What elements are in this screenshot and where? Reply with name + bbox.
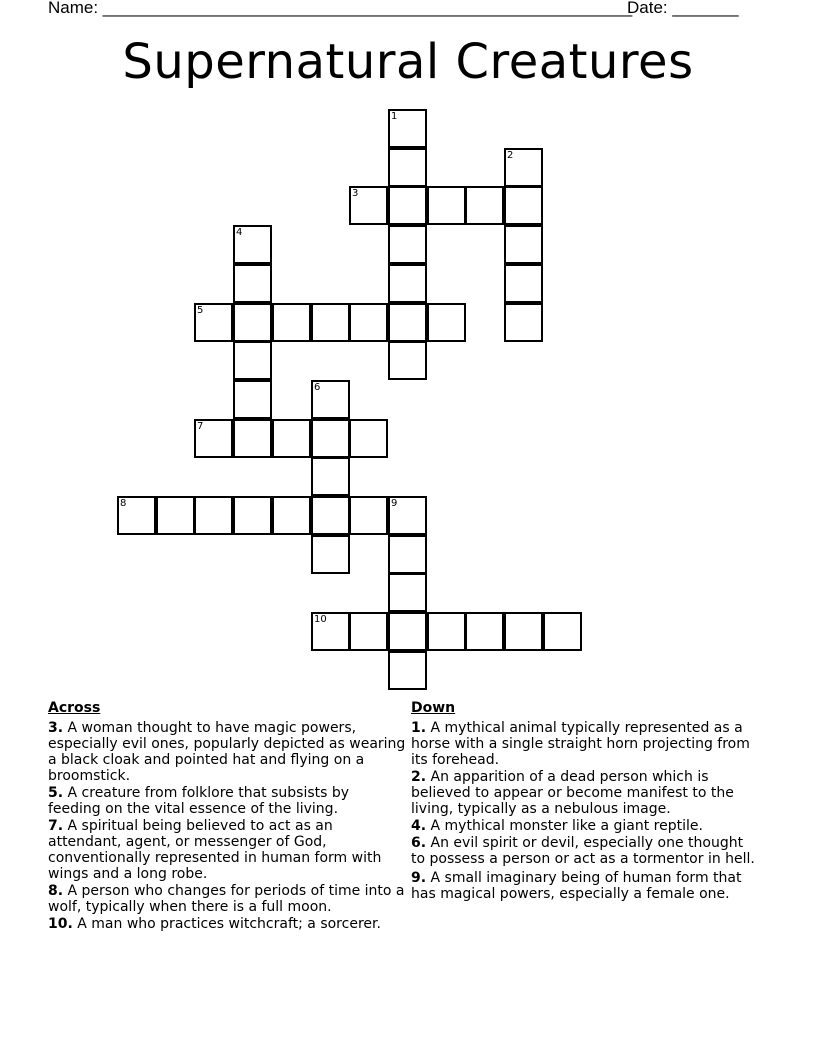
grid-cell[interactable] [117,496,156,535]
clue-across-10 [48,916,406,932]
cell-number: 1 [391,111,398,122]
grid-cell[interactable] [233,341,272,380]
clue-text: A small imaginary being of human form that has magical powers, especially a female one. [411,870,742,902]
clue-text: An apparition of a dead person which is believed to appear or become manifest to the living, typically as a nebulous image. [411,769,734,817]
grid-cell[interactable] [388,612,427,651]
clue-number: 3. [48,720,64,736]
clue-number: 7. [48,818,64,834]
clue-down-4 [411,818,761,834]
grid-cell[interactable] [311,535,350,574]
grid-cell[interactable] [388,148,427,187]
grid-cell[interactable] [504,303,543,342]
grid-cell[interactable] [233,264,272,303]
grid-cell[interactable] [311,457,350,496]
clue-text: A mythical animal typically represented as a horse with a single straight horn projecting from its forehead. [411,720,750,768]
grid-cell[interactable] [465,186,504,225]
grid-cell[interactable] [427,186,466,225]
clue-down-6 [411,835,761,867]
clue-down-1 [411,720,761,768]
grid-cell[interactable] [504,186,543,225]
cell-number: 7 [197,421,204,432]
grid-cell[interactable] [388,264,427,303]
grid-cell[interactable] [349,612,388,651]
clue-across-7 [48,818,406,882]
page-title: Supernatural Creatures [122,34,694,90]
clue-across-8 [48,883,406,915]
across-heading: Across [48,700,101,716]
cell-number: 8 [120,498,127,509]
grid-cell[interactable] [427,303,466,342]
grid-cell[interactable] [233,303,272,342]
clue-text: A person who changes for periods of time into a wolf, typically when there is a full moon. [48,883,405,915]
clue-number: 6. [411,835,427,851]
grid-cell[interactable] [233,380,272,419]
grid-cell[interactable] [388,341,427,380]
clue-number: 2. [411,769,427,785]
clue-text: A woman thought to have magic powers, especially evil ones, popularly depicted as wearing a black cloak and pointed hat and flying on a broomstick. [48,720,406,784]
grid-cell[interactable] [156,496,195,535]
clue-number: 8. [48,883,64,899]
clue-text: A creature from folklore that subsists by feeding on the vital essence of the living. [48,785,350,817]
grid-cell[interactable] [388,186,427,225]
grid-cell[interactable] [349,419,388,458]
clue-number: 9. [411,870,427,886]
across-clues [48,700,406,933]
cell-number: 4 [236,227,243,238]
grid-cell[interactable] [427,612,466,651]
grid-cell[interactable] [388,225,427,264]
grid-cell[interactable] [388,109,427,148]
grid-cell[interactable] [233,419,272,458]
grid-cell[interactable] [233,225,272,264]
grid-cell[interactable] [194,419,233,458]
grid-cell[interactable] [388,535,427,574]
grid-cell[interactable] [504,225,543,264]
grid-cell[interactable] [465,612,504,651]
name-field-label[interactable]: Name: ________________________________________________________ [48,0,633,17]
grid-cell[interactable] [543,612,582,651]
grid-cell[interactable] [194,303,233,342]
grid-cell[interactable] [311,380,350,419]
grid-cell[interactable] [504,264,543,303]
grid-cell[interactable] [349,496,388,535]
grid-cell[interactable] [504,612,543,651]
cell-number: 10 [314,614,327,625]
grid-cell[interactable] [504,148,543,187]
grid-cell[interactable] [349,186,388,225]
clue-down-9 [411,870,761,902]
clue-text: An evil spirit or devil, especially one thought to possess a person or act as a tormentor in hell. [411,835,755,867]
grid-cell[interactable] [311,496,350,535]
clue-across-3 [48,720,406,784]
date-field-label[interactable]: Date: _______ [627,0,739,17]
grid-cell[interactable] [272,496,311,535]
grid-cell[interactable] [349,303,388,342]
grid-cell[interactable] [311,612,350,651]
grid-cell[interactable] [388,496,427,535]
down-heading: Down [411,700,456,716]
clue-number: 1. [411,720,427,736]
cell-number: 9 [391,498,398,509]
grid-cell[interactable] [311,303,350,342]
clue-number: 5. [48,785,64,801]
down-clues [411,700,761,903]
cell-number: 3 [352,188,359,199]
grid-cell[interactable] [388,573,427,612]
cell-number: 6 [314,382,321,393]
clue-across-5 [48,785,406,817]
clue-down-2 [411,769,761,817]
clue-number: 4. [411,818,427,834]
clue-number: 10. [48,916,73,932]
cell-number: 5 [197,305,204,316]
clue-text: A man who practices witchcraft; a sorcerer. [77,916,381,932]
grid-cell[interactable] [388,303,427,342]
grid-cell[interactable] [233,496,272,535]
clue-text: A spiritual being believed to act as an attendant, agent, or messenger of God, conventionally represented in human form with wings and a long robe. [48,818,382,882]
clue-text: A mythical monster like a giant reptile. [430,818,703,834]
grid-cell[interactable] [272,419,311,458]
grid-cell[interactable] [388,651,427,690]
grid-cell[interactable] [311,419,350,458]
cell-number: 2 [507,150,514,161]
grid-cell[interactable] [272,303,311,342]
grid-cell[interactable] [194,496,233,535]
